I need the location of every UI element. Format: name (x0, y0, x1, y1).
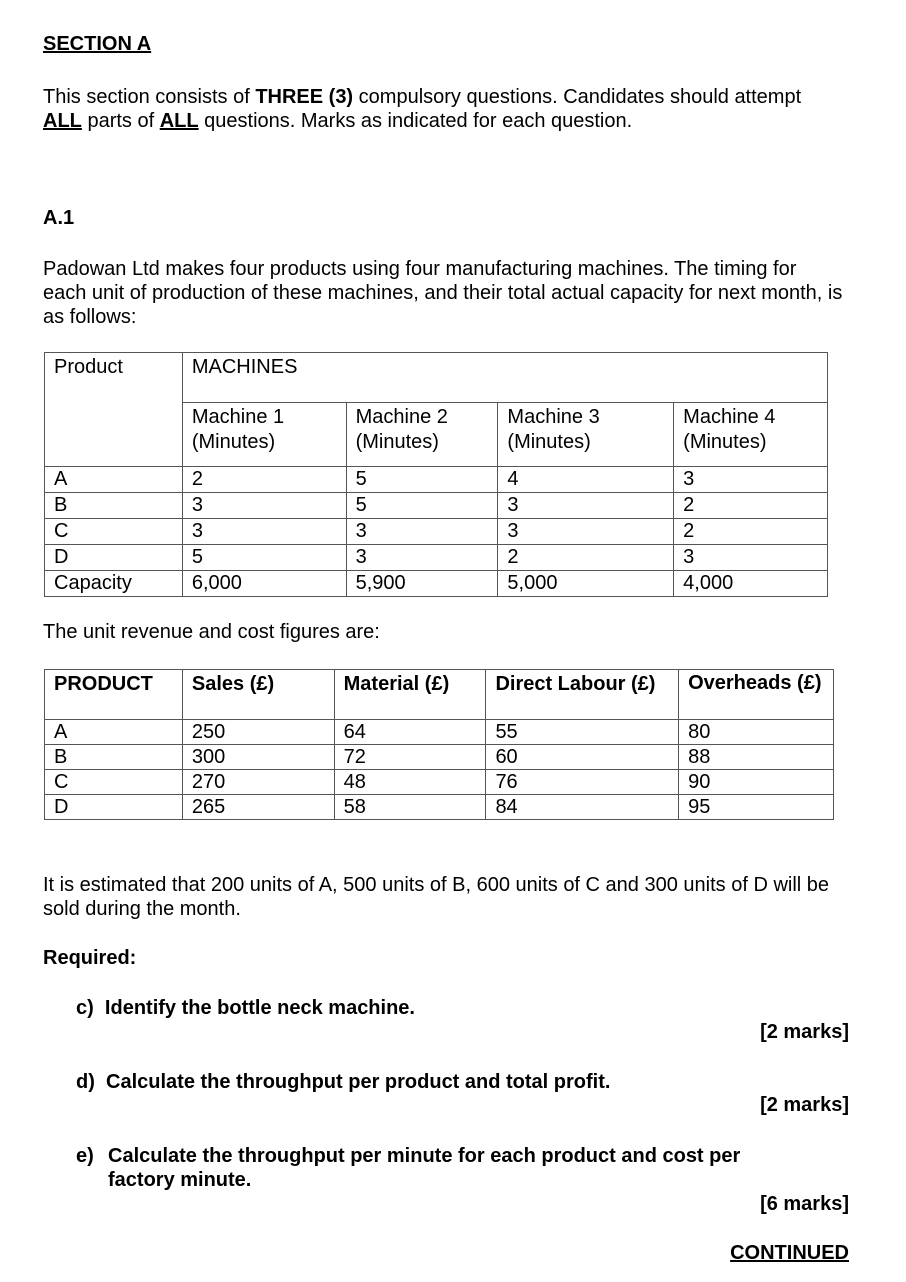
value-cell: 4 (498, 467, 674, 493)
product-cell: A (45, 467, 183, 493)
header-material: Material (£) (334, 670, 486, 720)
table-row (45, 720, 834, 745)
value-cell: 5 (346, 493, 498, 519)
cell: 60 (486, 745, 679, 770)
value-cell: 2 (498, 545, 674, 571)
table-row (45, 467, 828, 493)
question-text: Calculate the throughput per product and total profit. (106, 1071, 611, 1093)
cell: 84 (486, 795, 679, 820)
value-cell: 3 (182, 519, 346, 545)
marks-e: [6 marks] (760, 1193, 849, 1215)
value-cell: 3 (674, 545, 828, 571)
product-header: Product (45, 353, 183, 467)
table-row (45, 770, 834, 795)
cell: 55 (486, 720, 679, 745)
cell: 300 (182, 745, 334, 770)
value-cell: 3 (182, 493, 346, 519)
header-overheads: Overheads (£) (679, 670, 834, 720)
product-cell: Capacity (45, 571, 183, 597)
table-row (45, 795, 834, 820)
value-cell: 2 (674, 519, 828, 545)
header-direct-labour: Direct Labour (£) (486, 670, 679, 720)
continued-label: CONTINUED (730, 1242, 849, 1264)
question-text: Identify the bottle neck machine. (104, 997, 415, 1019)
value-cell: 2 (674, 493, 828, 519)
product-cell: D (45, 545, 183, 571)
cell: 80 (679, 720, 834, 745)
sales-estimate: It is estimated that 200 units of A, 500 units of B, 600 units of C and 300 units of D will be sold during the month. (43, 874, 830, 920)
value-cell: 3 (498, 519, 674, 545)
table-row (45, 745, 834, 770)
required-label: Required: (43, 947, 137, 969)
value-cell: 5,000 (498, 571, 674, 597)
scenario-text: Padowan Ltd makes four products using four manufacturing machines. The timing for each unit of production of these machines, and their total actual capacity for next month, is as follows: (43, 258, 843, 328)
cell: 48 (334, 770, 486, 795)
cell: 95 (679, 795, 834, 820)
section-title: SECTION A (43, 33, 152, 55)
section-instructions: This section consists of THREE (3) compulsory questions. Candidates should attempt ALL parts of ALL questions. Marks as indicated for each question. (43, 86, 802, 132)
cell: 64 (334, 720, 486, 745)
capacity-row (45, 571, 828, 597)
question-letter: e) (76, 1145, 94, 1167)
header-product: PRODUCT (45, 670, 183, 720)
question-letter: c) (76, 997, 94, 1019)
header-sales: Sales (£) (182, 670, 334, 720)
value-cell: 3 (346, 545, 498, 571)
cell: 76 (486, 770, 679, 795)
cell: 72 (334, 745, 486, 770)
cell: 90 (679, 770, 834, 795)
table-row (45, 493, 828, 519)
cell: 88 (679, 745, 834, 770)
machine-1-header: Machine 1 (Minutes) (182, 403, 346, 467)
table-row (45, 519, 828, 545)
question-letter: d) (76, 1071, 95, 1093)
cost-intro: The unit revenue and cost figures are: (43, 621, 380, 643)
cell: D (45, 795, 183, 820)
cell: 250 (182, 720, 334, 745)
question-d (76, 1070, 610, 1094)
product-cell: C (45, 519, 183, 545)
marks-d: [2 marks] (760, 1094, 849, 1116)
value-cell: 3 (498, 493, 674, 519)
machine-table (44, 352, 828, 597)
machine-3-header: Machine 3 (Minutes) (498, 403, 674, 467)
cell: 58 (334, 795, 486, 820)
cell: 270 (182, 770, 334, 795)
cell: A (45, 720, 183, 745)
cost-table (44, 669, 834, 820)
marks-c: [2 marks] (760, 1021, 849, 1043)
value-cell: 5 (346, 467, 498, 493)
product-cell: B (45, 493, 183, 519)
cell: C (45, 770, 183, 795)
question-text: Calculate the throughput per minute for each product and cost per factory minute. (108, 1145, 741, 1191)
machine-4-header: Machine 4 (Minutes) (674, 403, 828, 467)
cell: B (45, 745, 183, 770)
question-id: A.1 (43, 207, 75, 229)
question-e (76, 1144, 816, 1192)
cell: 265 (182, 795, 334, 820)
machine-2-header: Machine 2 (Minutes) (346, 403, 498, 467)
value-cell: 4,000 (674, 571, 828, 597)
value-cell: 5,900 (346, 571, 498, 597)
value-cell: 2 (182, 467, 346, 493)
value-cell: 3 (674, 467, 828, 493)
question-c (76, 996, 415, 1020)
value-cell: 5 (182, 545, 346, 571)
table-row (45, 545, 828, 571)
machines-header: MACHINES (182, 353, 827, 403)
value-cell: 3 (346, 519, 498, 545)
value-cell: 6,000 (182, 571, 346, 597)
